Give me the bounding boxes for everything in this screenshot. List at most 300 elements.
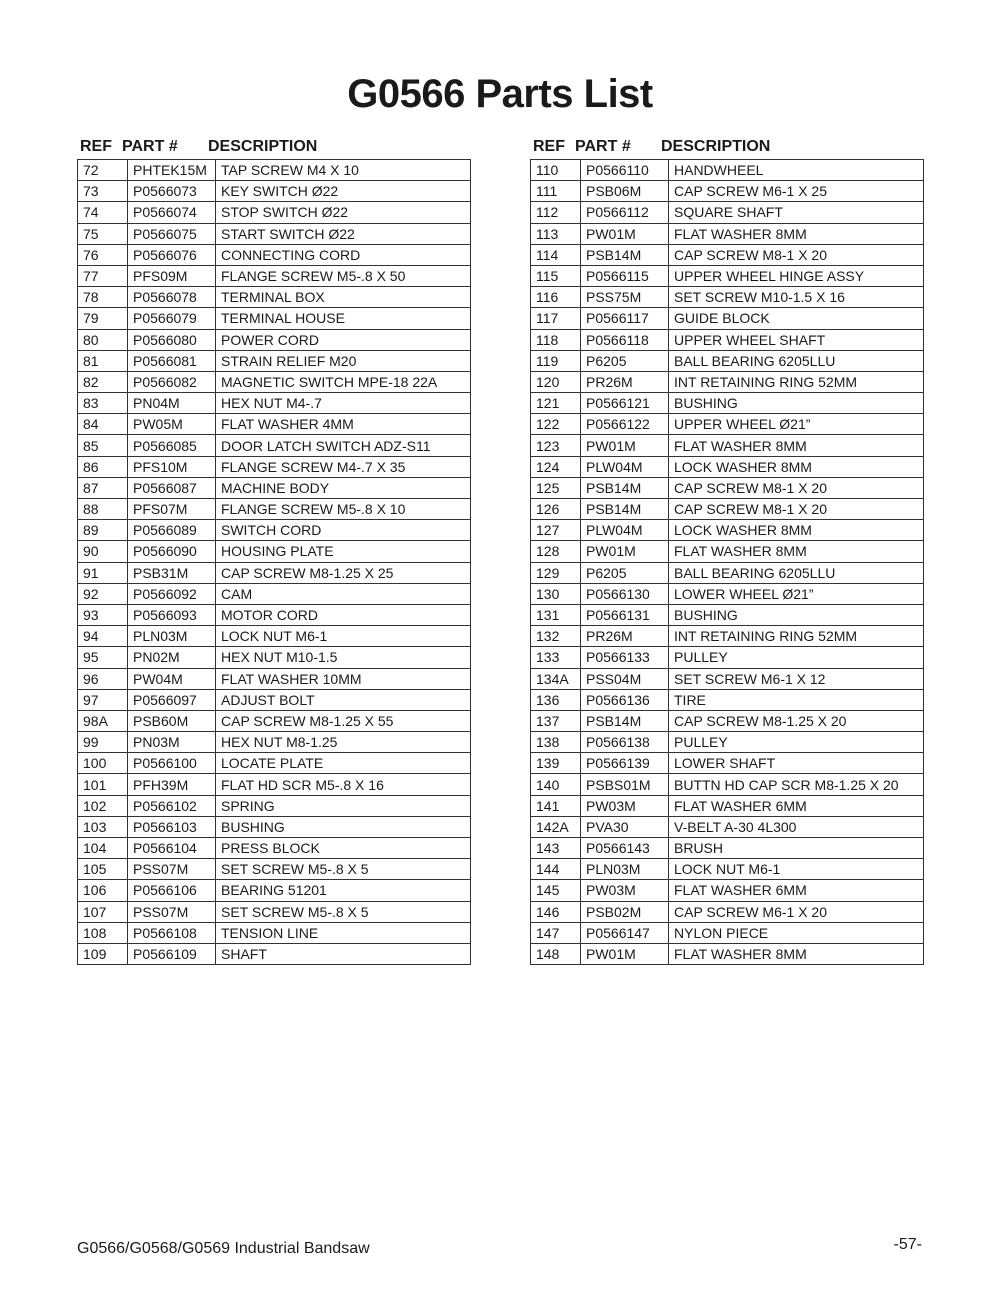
table-row — [78, 244, 471, 265]
part-number-cell: PSB06M — [581, 181, 669, 202]
part-number-cell: P0566100 — [128, 753, 216, 774]
table-row — [531, 477, 924, 498]
ref-cell: 77 — [78, 265, 128, 286]
part-number-cell: P0566087 — [128, 477, 216, 498]
part-number-cell: P0566089 — [128, 520, 216, 541]
part-number-cell: PW03M — [581, 795, 669, 816]
table-row — [531, 329, 924, 350]
ref-cell: 108 — [78, 922, 128, 943]
description-cell: CAP SCREW M6-1 X 20 — [669, 901, 924, 922]
table-row — [531, 753, 924, 774]
table-row — [531, 668, 924, 689]
description-cell: FLANGE SCREW M5-.8 X 50 — [216, 265, 471, 286]
part-number-cell: P0566117 — [581, 308, 669, 329]
table-row — [78, 160, 471, 181]
table-row — [531, 265, 924, 286]
table-row — [78, 223, 471, 244]
part-number-cell: P0566133 — [581, 647, 669, 668]
ref-cell: 148 — [531, 943, 581, 964]
description-cell: FLAT WASHER 10MM — [216, 668, 471, 689]
part-number-cell: P0566122 — [581, 414, 669, 435]
ref-cell: 130 — [531, 583, 581, 604]
description-cell: V-BELT A-30 4L300 — [669, 816, 924, 837]
description-cell: CAP SCREW M8-1 X 20 — [669, 499, 924, 520]
part-number-cell: PR26M — [581, 626, 669, 647]
ref-cell: 93 — [78, 604, 128, 625]
table-row — [78, 541, 471, 562]
part-number-cell: P0566079 — [128, 308, 216, 329]
ref-cell: 75 — [78, 223, 128, 244]
table-row — [78, 943, 471, 964]
table-row — [78, 647, 471, 668]
part-number-cell: P0566130 — [581, 583, 669, 604]
table-row — [78, 414, 471, 435]
ref-cell: 103 — [78, 816, 128, 837]
description-cell: SPRING — [216, 795, 471, 816]
table-row — [78, 499, 471, 520]
part-number-cell: PLW04M — [581, 520, 669, 541]
table-row — [531, 710, 924, 731]
table-row — [531, 774, 924, 795]
description-cell: MOTOR CORD — [216, 604, 471, 625]
description-cell: LOWER WHEEL Ø21” — [669, 583, 924, 604]
ref-cell: 82 — [78, 371, 128, 392]
description-cell: SET SCREW M6-1 X 12 — [669, 668, 924, 689]
description-cell: CAP SCREW M8-1 X 20 — [669, 477, 924, 498]
ref-cell: 72 — [78, 160, 128, 181]
ref-cell: 114 — [531, 244, 581, 265]
part-number-cell: PW03M — [581, 880, 669, 901]
part-number-cell: PW01M — [581, 943, 669, 964]
part-number-cell: PSS75M — [581, 287, 669, 308]
part-number-cell: PSS07M — [128, 901, 216, 922]
header-ref: REF — [80, 138, 112, 155]
part-number-cell: PN03M — [128, 732, 216, 753]
ref-cell: 85 — [78, 435, 128, 456]
part-number-cell: P0566110 — [581, 160, 669, 181]
ref-cell: 116 — [531, 287, 581, 308]
table-row — [78, 838, 471, 859]
ref-cell: 95 — [78, 647, 128, 668]
table-row — [531, 880, 924, 901]
part-number-cell: P0566082 — [128, 371, 216, 392]
description-cell: TERMINAL HOUSE — [216, 308, 471, 329]
ref-cell: 117 — [531, 308, 581, 329]
ref-cell: 145 — [531, 880, 581, 901]
table-row — [531, 371, 924, 392]
ref-cell: 136 — [531, 689, 581, 710]
description-cell: BRUSH — [669, 838, 924, 859]
description-cell: SWITCH CORD — [216, 520, 471, 541]
part-number-cell: PHTEK15M — [128, 160, 216, 181]
description-cell: NYLON PIECE — [669, 922, 924, 943]
description-cell: HEX NUT M4-.7 — [216, 393, 471, 414]
part-number-cell: PN04M — [128, 393, 216, 414]
ref-cell: 143 — [531, 838, 581, 859]
ref-cell: 122 — [531, 414, 581, 435]
table-row — [531, 499, 924, 520]
header-part: PART # — [575, 138, 631, 155]
part-number-cell: PW05M — [128, 414, 216, 435]
part-number-cell: PSB60M — [128, 710, 216, 731]
part-number-cell: P0566081 — [128, 350, 216, 371]
description-cell: LOCK WASHER 8MM — [669, 456, 924, 477]
table-row — [78, 795, 471, 816]
table-row — [78, 202, 471, 223]
table-row — [531, 456, 924, 477]
part-number-cell: P0566112 — [581, 202, 669, 223]
description-cell: PULLEY — [669, 647, 924, 668]
table-row — [531, 626, 924, 647]
part-number-cell: PSS07M — [128, 859, 216, 880]
description-cell: PULLEY — [669, 732, 924, 753]
part-number-cell: PN02M — [128, 647, 216, 668]
ref-cell: 99 — [78, 732, 128, 753]
description-cell: SET SCREW M10-1.5 X 16 — [669, 287, 924, 308]
table-row — [531, 244, 924, 265]
column-headers — [77, 138, 471, 159]
description-cell: BUTTN HD CAP SCR M8-1.25 X 20 — [669, 774, 924, 795]
ref-cell: 140 — [531, 774, 581, 795]
ref-cell: 142A — [531, 816, 581, 837]
ref-cell: 119 — [531, 350, 581, 371]
ref-cell: 102 — [78, 795, 128, 816]
table-row — [78, 265, 471, 286]
description-cell: FLAT WASHER 6MM — [669, 880, 924, 901]
description-cell: TERMINAL BOX — [216, 287, 471, 308]
table-row — [531, 583, 924, 604]
table-row — [78, 774, 471, 795]
table-row — [531, 435, 924, 456]
description-cell: BUSHING — [669, 393, 924, 414]
part-number-cell: PSB02M — [581, 901, 669, 922]
part-number-cell: PSB14M — [581, 499, 669, 520]
ref-cell: 76 — [78, 244, 128, 265]
ref-cell: 110 — [531, 160, 581, 181]
part-number-cell: PLN03M — [128, 626, 216, 647]
parts-table-right-section — [530, 138, 924, 965]
table-row — [78, 604, 471, 625]
ref-cell: 97 — [78, 689, 128, 710]
part-number-cell: PSB14M — [581, 710, 669, 731]
description-cell: FLAT WASHER 8MM — [669, 223, 924, 244]
ref-cell: 121 — [531, 393, 581, 414]
part-number-cell: P0566103 — [128, 816, 216, 837]
part-number-cell: P0566118 — [581, 329, 669, 350]
ref-cell: 115 — [531, 265, 581, 286]
ref-cell: 100 — [78, 753, 128, 774]
part-number-cell: P0566108 — [128, 922, 216, 943]
description-cell: FLAT HD SCR M5-.8 X 16 — [216, 774, 471, 795]
ref-cell: 90 — [78, 541, 128, 562]
part-number-cell: P0566080 — [128, 329, 216, 350]
parts-table-right — [530, 159, 924, 965]
page-number: -57- — [893, 1236, 922, 1253]
description-cell: TIRE — [669, 689, 924, 710]
table-row — [78, 371, 471, 392]
description-cell: UPPER WHEEL Ø21” — [669, 414, 924, 435]
ref-cell: 144 — [531, 859, 581, 880]
part-number-cell: P0566074 — [128, 202, 216, 223]
description-cell: FLANGE SCREW M5-.8 X 10 — [216, 499, 471, 520]
part-number-cell: P0566104 — [128, 838, 216, 859]
part-number-cell: PFS10M — [128, 456, 216, 477]
table-row — [531, 795, 924, 816]
part-number-cell: P0566109 — [128, 943, 216, 964]
description-cell: FLAT WASHER 6MM — [669, 795, 924, 816]
description-cell: BEARING 51201 — [216, 880, 471, 901]
ref-cell: 123 — [531, 435, 581, 456]
description-cell: FLAT WASHER 8MM — [669, 943, 924, 964]
table-row — [78, 710, 471, 731]
part-number-cell: PSB31M — [128, 562, 216, 583]
table-row — [78, 456, 471, 477]
table-row — [78, 477, 471, 498]
header-part: PART # — [122, 138, 178, 155]
table-row — [78, 350, 471, 371]
table-row — [78, 859, 471, 880]
part-number-cell: P0566131 — [581, 604, 669, 625]
description-cell: SET SCREW M5-.8 X 5 — [216, 901, 471, 922]
ref-cell: 73 — [78, 181, 128, 202]
table-row — [78, 901, 471, 922]
ref-cell: 105 — [78, 859, 128, 880]
description-cell: BALL BEARING 6205LLU — [669, 350, 924, 371]
ref-cell: 120 — [531, 371, 581, 392]
part-number-cell: P0566097 — [128, 689, 216, 710]
table-row — [78, 181, 471, 202]
table-row — [531, 308, 924, 329]
ref-cell: 124 — [531, 456, 581, 477]
ref-cell: 113 — [531, 223, 581, 244]
part-number-cell: P0566102 — [128, 795, 216, 816]
table-row — [531, 943, 924, 964]
description-cell: CAP SCREW M8-1.25 X 20 — [669, 710, 924, 731]
description-cell: TAP SCREW M4 X 10 — [216, 160, 471, 181]
ref-cell: 141 — [531, 795, 581, 816]
table-row — [531, 562, 924, 583]
ref-cell: 132 — [531, 626, 581, 647]
part-number-cell: PSB14M — [581, 477, 669, 498]
table-row — [78, 287, 471, 308]
table-row — [78, 329, 471, 350]
ref-cell: 147 — [531, 922, 581, 943]
ref-cell: 83 — [78, 393, 128, 414]
table-row — [78, 880, 471, 901]
description-cell: LOCK NUT M6-1 — [669, 859, 924, 880]
part-number-cell: PLW04M — [581, 456, 669, 477]
description-cell: BUSHING — [216, 816, 471, 837]
description-cell: FLAT WASHER 8MM — [669, 435, 924, 456]
ref-cell: 118 — [531, 329, 581, 350]
part-number-cell: P0566121 — [581, 393, 669, 414]
description-cell: HEX NUT M8-1.25 — [216, 732, 471, 753]
description-cell: CAP SCREW M8-1 X 20 — [669, 244, 924, 265]
part-number-cell: PW01M — [581, 223, 669, 244]
description-cell: FLAT WASHER 8MM — [669, 541, 924, 562]
ref-cell: 96 — [78, 668, 128, 689]
ref-cell: 98A — [78, 710, 128, 731]
ref-cell: 133 — [531, 647, 581, 668]
table-row — [78, 816, 471, 837]
part-number-cell: PFH39M — [128, 774, 216, 795]
table-row — [78, 562, 471, 583]
part-number-cell: PW01M — [581, 541, 669, 562]
table-row — [531, 816, 924, 837]
part-number-cell: PFS09M — [128, 265, 216, 286]
description-cell: HANDWHEEL — [669, 160, 924, 181]
part-number-cell: P0566136 — [581, 689, 669, 710]
table-row — [78, 520, 471, 541]
description-cell: LOCK WASHER 8MM — [669, 520, 924, 541]
table-row — [531, 181, 924, 202]
table-row — [78, 393, 471, 414]
table-row — [531, 414, 924, 435]
ref-cell: 131 — [531, 604, 581, 625]
description-cell: CONNECTING CORD — [216, 244, 471, 265]
table-row — [78, 626, 471, 647]
ref-cell: 78 — [78, 287, 128, 308]
description-cell: PRESS BLOCK — [216, 838, 471, 859]
description-cell: CAP SCREW M6-1 X 25 — [669, 181, 924, 202]
part-number-cell: PVA30 — [581, 816, 669, 837]
ref-cell: 74 — [78, 202, 128, 223]
ref-cell: 87 — [78, 477, 128, 498]
description-cell: POWER CORD — [216, 329, 471, 350]
ref-cell: 86 — [78, 456, 128, 477]
description-cell: LOWER SHAFT — [669, 753, 924, 774]
parts-table-left-section — [77, 138, 471, 965]
table-row — [531, 287, 924, 308]
part-number-cell: P0566147 — [581, 922, 669, 943]
ref-cell: 104 — [78, 838, 128, 859]
table-row — [531, 350, 924, 371]
part-number-cell: P0566078 — [128, 287, 216, 308]
part-number-cell: P0566085 — [128, 435, 216, 456]
ref-cell: 128 — [531, 541, 581, 562]
table-row — [531, 541, 924, 562]
header-description: DESCRIPTION — [208, 138, 318, 155]
header-description: DESCRIPTION — [661, 138, 771, 155]
column-headers — [530, 138, 924, 159]
part-number-cell: PLN03M — [581, 859, 669, 880]
part-number-cell: P0566093 — [128, 604, 216, 625]
ref-cell: 84 — [78, 414, 128, 435]
part-number-cell: P0566115 — [581, 265, 669, 286]
description-cell: START SWITCH Ø22 — [216, 223, 471, 244]
description-cell: BALL BEARING 6205LLU — [669, 562, 924, 583]
manual-title: G0566/G0568/G0569 Industrial Bandsaw — [77, 1240, 370, 1257]
ref-cell: 111 — [531, 181, 581, 202]
table-row — [531, 838, 924, 859]
table-row — [78, 753, 471, 774]
ref-cell: 79 — [78, 308, 128, 329]
description-cell: CAP SCREW M8-1.25 X 55 — [216, 710, 471, 731]
ref-cell: 101 — [78, 774, 128, 795]
part-number-cell: PSS04M — [581, 668, 669, 689]
table-row — [531, 160, 924, 181]
table-row — [531, 223, 924, 244]
description-cell: FLANGE SCREW M4-.7 X 35 — [216, 456, 471, 477]
part-number-cell: P0566073 — [128, 181, 216, 202]
description-cell: STRAIN RELIEF M20 — [216, 350, 471, 371]
description-cell: ADJUST BOLT — [216, 689, 471, 710]
table-row — [531, 689, 924, 710]
ref-cell: 134A — [531, 668, 581, 689]
description-cell: FLAT WASHER 4MM — [216, 414, 471, 435]
ref-cell: 81 — [78, 350, 128, 371]
part-number-cell: PW01M — [581, 435, 669, 456]
table-row — [531, 647, 924, 668]
ref-cell: 137 — [531, 710, 581, 731]
part-number-cell: P6205 — [581, 562, 669, 583]
part-number-cell: P0566076 — [128, 244, 216, 265]
table-row — [531, 859, 924, 880]
ref-cell: 107 — [78, 901, 128, 922]
description-cell: KEY SWITCH Ø22 — [216, 181, 471, 202]
part-number-cell: PSB14M — [581, 244, 669, 265]
description-cell: CAM — [216, 583, 471, 604]
description-cell: UPPER WHEEL HINGE ASSY — [669, 265, 924, 286]
parts-table-left — [77, 159, 471, 965]
ref-cell: 91 — [78, 562, 128, 583]
ref-cell: 112 — [531, 202, 581, 223]
part-number-cell: P6205 — [581, 350, 669, 371]
table-row — [531, 922, 924, 943]
part-number-cell: P0566138 — [581, 732, 669, 753]
table-row — [531, 901, 924, 922]
description-cell: GUIDE BLOCK — [669, 308, 924, 329]
ref-cell: 126 — [531, 499, 581, 520]
part-number-cell: P0566143 — [581, 838, 669, 859]
ref-cell: 125 — [531, 477, 581, 498]
description-cell: DOOR LATCH SWITCH ADZ-S11 — [216, 435, 471, 456]
description-cell: TENSION LINE — [216, 922, 471, 943]
ref-cell: 94 — [78, 626, 128, 647]
description-cell: HEX NUT M10-1.5 — [216, 647, 471, 668]
part-number-cell: P0566075 — [128, 223, 216, 244]
description-cell: INT RETAINING RING 52MM — [669, 626, 924, 647]
table-row — [78, 583, 471, 604]
table-row — [531, 732, 924, 753]
description-cell: SQUARE SHAFT — [669, 202, 924, 223]
ref-cell: 139 — [531, 753, 581, 774]
description-cell: LOCK NUT M6-1 — [216, 626, 471, 647]
part-number-cell: PR26M — [581, 371, 669, 392]
description-cell: MACHINE BODY — [216, 477, 471, 498]
part-number-cell: P0566106 — [128, 880, 216, 901]
part-number-cell: P0566139 — [581, 753, 669, 774]
table-row — [531, 202, 924, 223]
ref-cell: 89 — [78, 520, 128, 541]
description-cell: CAP SCREW M8-1.25 X 25 — [216, 562, 471, 583]
part-number-cell: PW04M — [128, 668, 216, 689]
page-title: G0566 Parts List — [347, 72, 653, 116]
ref-cell: 129 — [531, 562, 581, 583]
part-number-cell: PSBS01M — [581, 774, 669, 795]
table-row — [531, 520, 924, 541]
ref-cell: 106 — [78, 880, 128, 901]
table-row — [531, 393, 924, 414]
table-row — [78, 308, 471, 329]
part-number-cell: PFS07M — [128, 499, 216, 520]
description-cell: INT RETAINING RING 52MM — [669, 371, 924, 392]
ref-cell: 138 — [531, 732, 581, 753]
part-number-cell: P0566092 — [128, 583, 216, 604]
table-row — [78, 732, 471, 753]
ref-cell: 109 — [78, 943, 128, 964]
description-cell: BUSHING — [669, 604, 924, 625]
